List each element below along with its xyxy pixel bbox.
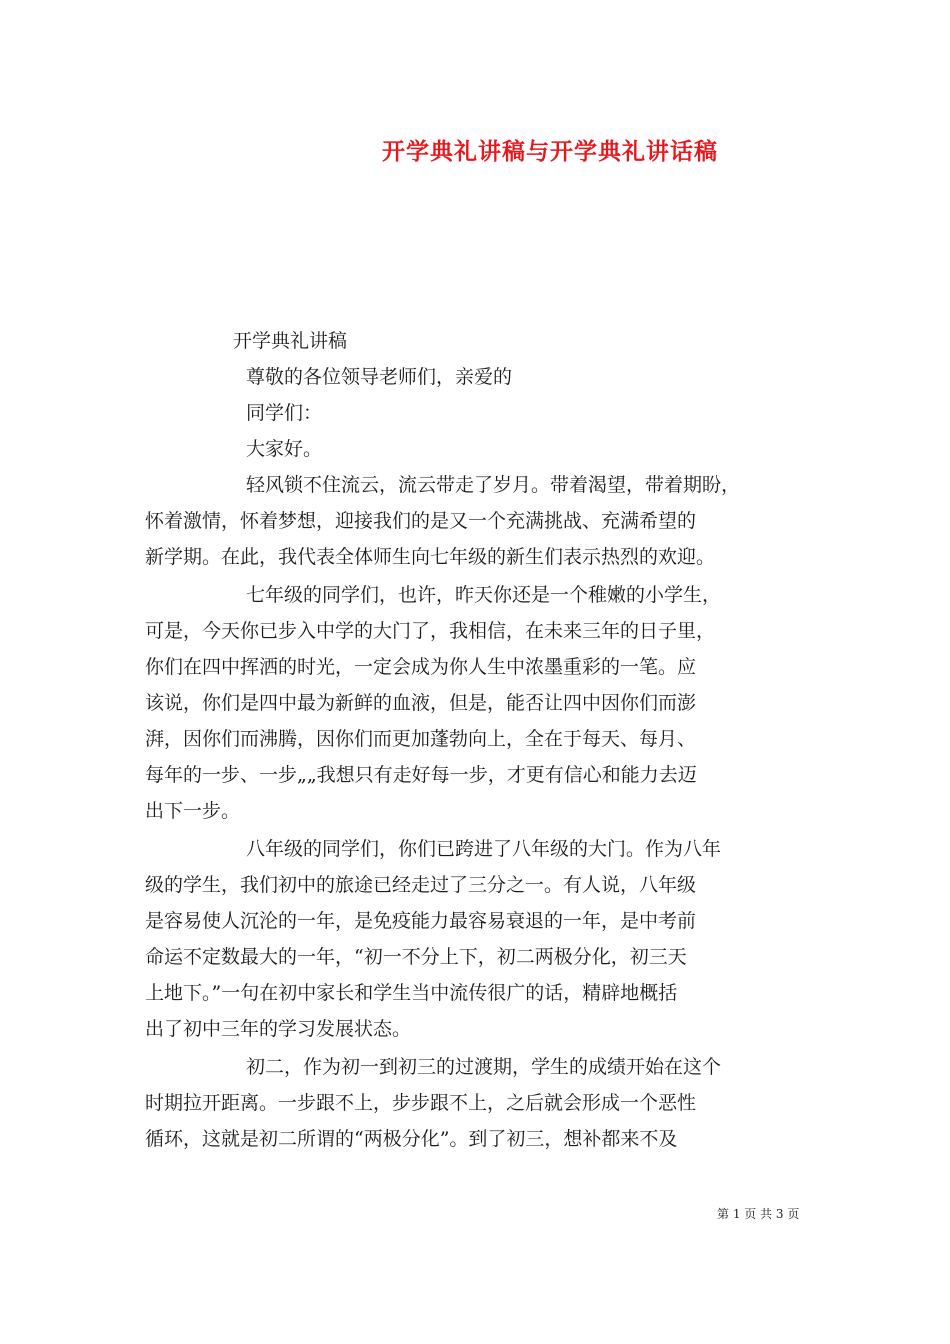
text-line: 同学们：	[246, 402, 323, 424]
text-line: 该说，你们是四中最为新鲜的血液，但是，能否让四中因你们而澎	[145, 692, 697, 714]
text-line: 你们在四中挥洒的时光，一定会成为你人生中浓墨重彩的一笔。应	[145, 656, 697, 678]
document-title: 开学典礼讲稿与开学典礼讲话稿	[382, 139, 718, 165]
text-line: 新学期。在此，我代表全体师生向七年级的新生们表示热烈的欢迎。	[145, 546, 716, 568]
text-line: 轻风锁不住流云，流云带走了岁月。带着渴望，带着期盼，	[246, 474, 741, 496]
text-line: 湃，因你们而沸腾，因你们而更加蓬勃向上，全在于每天、每月、	[145, 728, 697, 750]
text-line: 开学典礼讲稿	[233, 330, 348, 352]
text-line: 出了初中三年的学习发展状态。	[145, 1018, 412, 1040]
page-number-footer: 第 1 页 共 3 页	[717, 1207, 800, 1221]
text-line: 循环，这就是初二所谓的“两极分化”。到了初三，想补都来不及	[145, 1128, 678, 1150]
text-line: 上地下。”一句在初中家长和学生当中流传很广的话，精辟地概括	[145, 982, 678, 1004]
text-line: 大家好。	[246, 438, 323, 460]
text-line: 怀着激情，怀着梦想，迎接我们的是又一个充满挑战、充满希望的	[145, 510, 697, 532]
text-line: 命运不定数最大的一年，“初一不分上下，初二两极分化，初三天	[145, 946, 687, 968]
text-line: 可是，今天你已步入中学的大门了，我相信，在未来三年的日子里，	[145, 620, 716, 642]
text-line: 出下一步。	[145, 800, 241, 822]
text-line: 每年的一步、一步„„我想只有走好每一步，才更有信心和能力去迈	[145, 764, 697, 786]
text-line: 七年级的同学们，也许，昨天你还是一个稚嫩的小学生，	[246, 584, 722, 606]
text-line: 时期拉开距离。一步跟不上，步步跟不上，之后就会形成一个恶性	[145, 1092, 697, 1114]
text-line: 是容易使人沉沦的一年，是免疫能力最容易衰退的一年，是中考前	[145, 910, 697, 932]
text-line: 级的学生，我们初中的旅途已经走过了三分之一。有人说，八年级	[145, 874, 697, 896]
text-line: 初二，作为初一到初三的过渡期，学生的成绩开始在这个	[246, 1056, 722, 1078]
text-line: 尊敬的各位领导老师们，亲爱的	[246, 366, 513, 388]
text-line: 八年级的同学们，你们已跨进了八年级的大门。作为八年	[246, 838, 722, 860]
